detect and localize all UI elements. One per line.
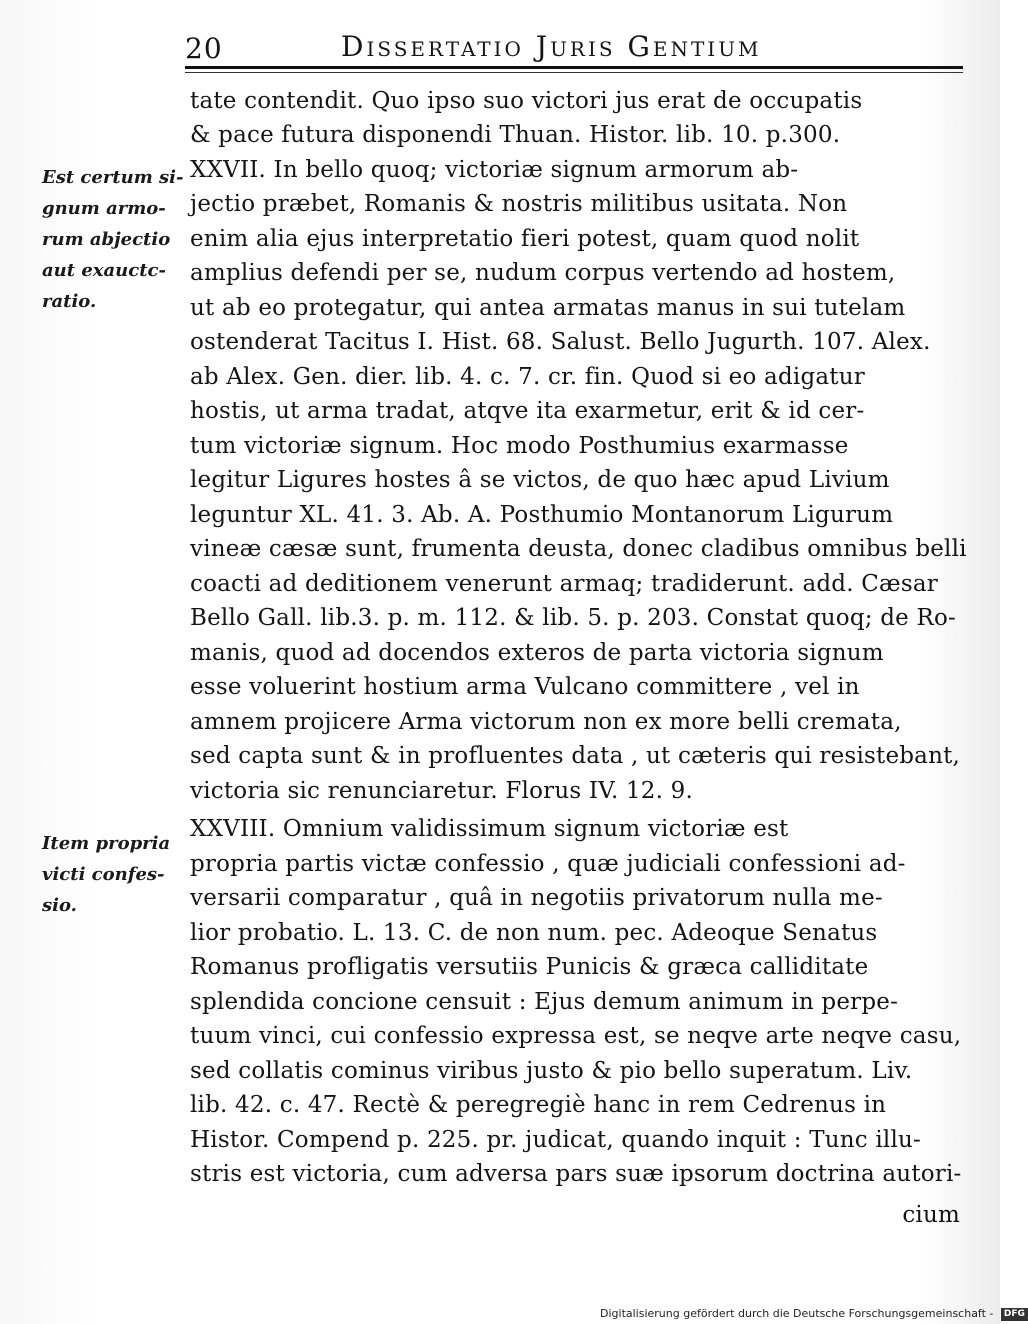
text-line: versarii comparatur , quâ in negotiis privatorum nulla me- [190,885,883,911]
text-line: tuum vinci, cui confessio expressa est, se neqve arte neqve casu, [190,1023,962,1049]
page-header [185,24,965,70]
margin-note-line: sio. [42,895,77,916]
text-line: XXVII. In bello quoq; victoriæ signum armorum ab- [190,157,799,183]
text-line: tate contendit. Quo ipso suo victori jus erat de occupatis [190,88,863,114]
text-line: enim alia ejus interpretatio fieri potest, quam quod nolit [190,226,860,252]
text-line: hostis, ut arma tradat, atqve ita exarmetur, erit & id cer- [190,398,865,424]
text-line: stris est victoria, cum adversa pars suæ ipsorum doctrina autori- [190,1161,962,1187]
margin-note-line: gnum armo- [42,198,166,219]
text-line: sed collatis cominus viribus justo & pio bello superatum. Liv. [190,1058,913,1084]
margin-note-line: Est certum si- [42,167,184,188]
text-line: ut ab eo protegatur, qui antea armatas manus in sui tutelam [190,295,906,321]
margin-note-line: aut exauctc- [42,260,166,281]
text-line: ostenderat Tacitus I. Hist. 68. Salust. Bello Jugurth. 107. Alex. [190,329,931,355]
text-line: XXVIII. Omnium validissimum signum victoriæ est [190,816,789,842]
running-title: Dissertatio Juris Gentium [341,30,762,63]
text-line: coacti ad deditionem venerunt armaq; tradiderunt. add. Cæsar [190,571,938,597]
text-line: esse voluerint hostium arma Vulcano committere , vel in [190,674,860,700]
footer-text: Digitalisierung gefördert durch die Deutsche Forschungsgemeinschaft - [600,1307,994,1320]
digitization-footer [600,1306,1025,1322]
margin-note-2 [42,828,184,921]
dfg-logo: DFG [1001,1308,1028,1321]
text-line: sed capta sunt & in profluentes data , ut cæteris qui resistebant, [190,743,961,769]
text-line: lior probatio. L. 13. C. de non num. pec. Adeoque Senatus [190,920,878,946]
text-line: vineæ cæsæ sunt, frumenta deusta, donec cladibus omnibus belli [190,536,967,562]
margin-note-1 [42,162,184,317]
margin-note-line: rum abjectio [42,229,171,250]
text-line: Bello Gall. lib.3. p. m. 112. & lib. 5. p. 203. Constat quoq; de Ro- [190,605,956,631]
margin-note-line: victi confes- [42,864,165,885]
text-line: victoria sic renunciaretur. Florus IV. 12. 9. [190,778,694,804]
text-line: legitur Ligures hostes â se victos, de quo hæc apud Livium [190,467,890,493]
text-line: manis, quod ad docendos exteros de parta victoria signum [190,640,884,666]
margin-note-line: Item propria [42,833,171,854]
catchword: cium [902,1202,960,1228]
text-line: amnem projicere Arma victorum non ex more belli cremata, [190,709,902,735]
margin-note-line: ratio. [42,291,97,312]
text-line: tum victoriæ signum. Hoc modo Posthumius exarmasse [190,433,849,459]
text-line: & pace futura disponendi Thuan. Histor. lib. 10. p.300. [190,122,841,148]
header-rule-thick [185,66,963,69]
text-line: Romanus profligatis versutiis Punicis & græca calliditate [190,954,869,980]
text-line: jectio præbet, Romanis & nostris militibus usitata. Non [190,191,848,217]
page-number: 20 [185,32,223,65]
text-line: propria partis victæ confessio , quæ judiciali confessioni ad- [190,851,906,877]
text-line: ab Alex. Gen. dier. lib. 4. c. 7. cr. fin. Quod si eo adigatur [190,364,865,390]
text-line: amplius defendi per se, nudum corpus vertendo ad hostem, [190,260,896,286]
text-line: leguntur XL. 41. 3. Ab. A. Posthumio Montanorum Ligurum [190,502,894,528]
text-line: lib. 42. c. 47. Rectè & peregregiè hanc in rem Cedrenus in [190,1092,887,1118]
text-line: Histor. Compend p. 225. pr. judicat, quando inquit : Tunc illu- [190,1127,922,1153]
text-line: splendida concione censuit : Ejus demum animum in perpe- [190,989,899,1015]
header-rule-thin [185,72,963,73]
